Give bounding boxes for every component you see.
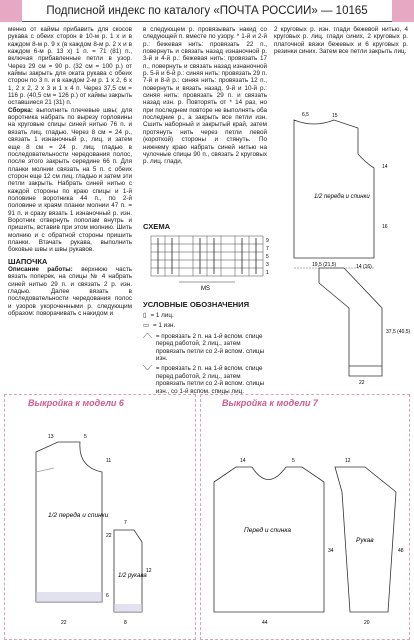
p6-num-0: 13 bbox=[48, 434, 54, 440]
scheme-row-1: 1 bbox=[266, 270, 269, 276]
p6-sleeve-num-0: 7 bbox=[124, 520, 127, 526]
header-tab bbox=[0, 0, 22, 22]
legend bbox=[143, 312, 268, 398]
legend-title: УСЛОВНЫЕ ОБОЗНАЧЕНИЯ bbox=[143, 300, 250, 309]
scheme-grid bbox=[143, 232, 273, 292]
p6-sleeve-num-7: 8 bbox=[124, 620, 127, 626]
text-column-1 bbox=[8, 26, 132, 317]
legend-text-cross-right: = провязать 2 п. на 1-й вспом. спице перед работой, 2 лиц., затем провязать петли со 2-й вспом. спицы изн. bbox=[155, 332, 265, 363]
page-title: Подписной индекс по каталогу «ПОЧТА РОССИИ» — 10165 bbox=[46, 4, 368, 17]
p7-sleeve-num-3: 20 bbox=[364, 620, 370, 626]
p6-sleeve-label: 1/2 рукава bbox=[118, 573, 147, 579]
rd-num-side-1: 14 bbox=[382, 164, 388, 170]
pattern7-diagram bbox=[200, 412, 410, 640]
purl-symbol: ▭ bbox=[143, 322, 149, 330]
pattern6-title: Выкройка к модели 6 bbox=[28, 398, 124, 408]
cross-left-symbol: ⟍⟋ bbox=[143, 365, 152, 373]
pattern6-diagram bbox=[6, 412, 196, 640]
p6-num-3: 22 bbox=[106, 533, 112, 539]
p6-num-1: 5 bbox=[84, 434, 87, 440]
assembly-text: выполнить плечевые швы; для воротника набрать по вырезу горловины на круговые спицы синей нитью 76 п. и вязать лиц. гладью. Через 8 см = 24 р., связать 1 изнаночный р., лиц. и затем еще 8 см = 24 р. лиц. гладью в последовательности чередования полос, после этого закрыть середине 66 п. Для планки молнии связать на 5 п. с обеих сторон еще 12 см лиц. гладью и затем эти петли закрыть. Набрать синей нитью с каждой стороны по краю спицы и 1-й половине воротника 44 п., по 2-й половине и краям планки молнии 47 п. = 91 п. и сразу вязать 1 изнаночный р. изн. Воротник отвернуть пополам внутрь и пришить, вставив при этом молнию. Шить молнию и с обратной стороны пришить планки. Втачать рукава, выполнить боковые швы и швы рукавов. bbox=[8, 106, 132, 254]
rd-bottom: 22 bbox=[359, 380, 365, 386]
scheme-label: СХЕМА bbox=[143, 222, 171, 231]
p7-num-0: 14 bbox=[240, 458, 246, 464]
assembly-title: Сборка: bbox=[8, 106, 33, 114]
sleeve-paragraph: менно от каймы прибавить для скосов рукава с обеих сторон в 10-м р. 1 х и в каждом 8-м р. 9 х (в каждом 8-м р. 2 х и в каждом 6-м р. 13 х) 1 п. = 71 (81) п., включая прибавленные петли в узор. Через 29 см = 90 р. (32 см = 100 р.) от каймы закрыть для оката рукава с обеих сторон по 3 п. и в каждом 2-м р. 1 х 2, 6 х 1, 2 х 2, 2 х 3 и 1 х 4 п. Через 37,5 см = 116 р. (40,5 см = 126 р.) от каймы закрыть оставшиеся 21 (31) п. bbox=[8, 26, 132, 107]
legend-item-knit bbox=[143, 312, 268, 319]
p7-sleeve-label: Рукав bbox=[356, 537, 374, 544]
legend-text-purl: = 1 изн. bbox=[152, 322, 176, 330]
cross-right-symbol: ⟋⟍ bbox=[143, 332, 152, 340]
p6-num-9: 22 bbox=[61, 620, 67, 626]
pattern7-title: Выкройка к модели 7 bbox=[222, 398, 318, 408]
rd-num-top: 6,5 bbox=[302, 112, 309, 118]
hat-heading: ШАПОЧКА bbox=[8, 256, 48, 266]
scheme-row-9: 9 bbox=[266, 238, 269, 244]
legend-item-purl bbox=[143, 322, 268, 329]
p7-num-1: 5 bbox=[292, 458, 295, 464]
rd-num-side-2: 16 bbox=[382, 224, 388, 230]
p6-num-2: 11 bbox=[106, 458, 112, 464]
p6-front-label: 1/2 переда и спинки bbox=[48, 512, 109, 519]
hat-desc-text: верхнюю часть вязать поперек, на спицы № 4 набрать синей нитью 29 п. и связать 2 р. изн. гладью. Далее вязать в последовательности чередования полос и узоров укороченными р. следующим образом: поворачивать с накидом и bbox=[8, 266, 132, 318]
legend-text-knit: = 1 лиц. bbox=[150, 312, 174, 319]
rd-num-width: 19,5 (21,5) bbox=[312, 262, 337, 268]
rd-num-neck: 15 bbox=[332, 113, 338, 119]
right-pattern-diagram bbox=[274, 108, 414, 388]
column2-paragraph: в следующем р. провязывать накид со следующей п. вместе по узору. * 1-й и 2-й р.: бежевая нить: провязать 22 п., повернуть и связать назад изнаночной р. 3-й и 4-й р.: бежевая нить: провязать 17 п., повернуть и связать назад изнаночной р. 5-й и 6-й р.: синяя нить: провязать 29 п. 7-й и 8-й р.: синяя нить: провязать 12 п., повернуть и вязать назад. 9-й и 10-й р.: синяя нить: провязать 29 п. и связать назад изн. р. Повторять от * 14 раз, но при последнем повторе не выполнять оба последние р., а закрыть все петли изн. Сшить наборный и закрытый край, затем протянуть нить через петли левой (короткой) стороны и стянуть. По нижнему краю набрать синей нитью на чулочные спицы 90 п., связать 2 круговых р. лиц. глади, bbox=[143, 26, 267, 166]
rd-sleeve-top: 14 (16) bbox=[356, 264, 372, 270]
text-column-2 bbox=[143, 26, 267, 218]
p6-num-4: 6 bbox=[106, 593, 109, 599]
legend-text-cross-left: = провязать 2 п. на 1-й вспом. спице перед работой, 2 лиц., затем провязать петли со 2-й вспом. спицы изн., со 1-й вспом. спицы лиц. bbox=[155, 365, 265, 395]
column3-paragraph: 2 круговых р. изн. глади бежевой нитью, 4 круговых р. лиц. глади синих, 2 круговых р. платочной вязки бежевых и 6 круговых р. резинки синих. Затем все петли закрыть лиц. bbox=[274, 26, 408, 56]
legend-item-cross-left bbox=[143, 365, 268, 395]
scheme-row-5: 5 bbox=[266, 254, 269, 260]
p7-sleeve-num-0: 12 bbox=[345, 458, 351, 464]
hat-paragraph bbox=[8, 266, 132, 317]
header-tab-right bbox=[392, 0, 414, 22]
assembly-paragraph bbox=[8, 107, 132, 254]
scheme-ms: MS bbox=[201, 286, 210, 292]
rd-sleeve-len: 37,5 (40,5) bbox=[386, 329, 411, 335]
p7-front-label: Перед и спинка bbox=[244, 527, 292, 534]
text-column-3 bbox=[274, 26, 408, 104]
p7-sleeve-num-2: 48 bbox=[398, 548, 404, 554]
rd-front-label: 1/2 переда и спинки bbox=[314, 194, 370, 200]
scheme-row-7: 7 bbox=[266, 246, 269, 252]
knit-symbol: ▯ bbox=[143, 312, 147, 319]
page-header bbox=[0, 0, 414, 22]
scheme-row-3: 3 bbox=[266, 262, 269, 268]
hat-desc-title: Описание работы: bbox=[8, 266, 73, 273]
legend-item-cross-right bbox=[143, 333, 268, 363]
p7-num-5: 44 bbox=[262, 620, 268, 626]
p7-num-4: 34 bbox=[328, 548, 334, 554]
p6-sleeve-num-3: 12 bbox=[146, 568, 152, 574]
